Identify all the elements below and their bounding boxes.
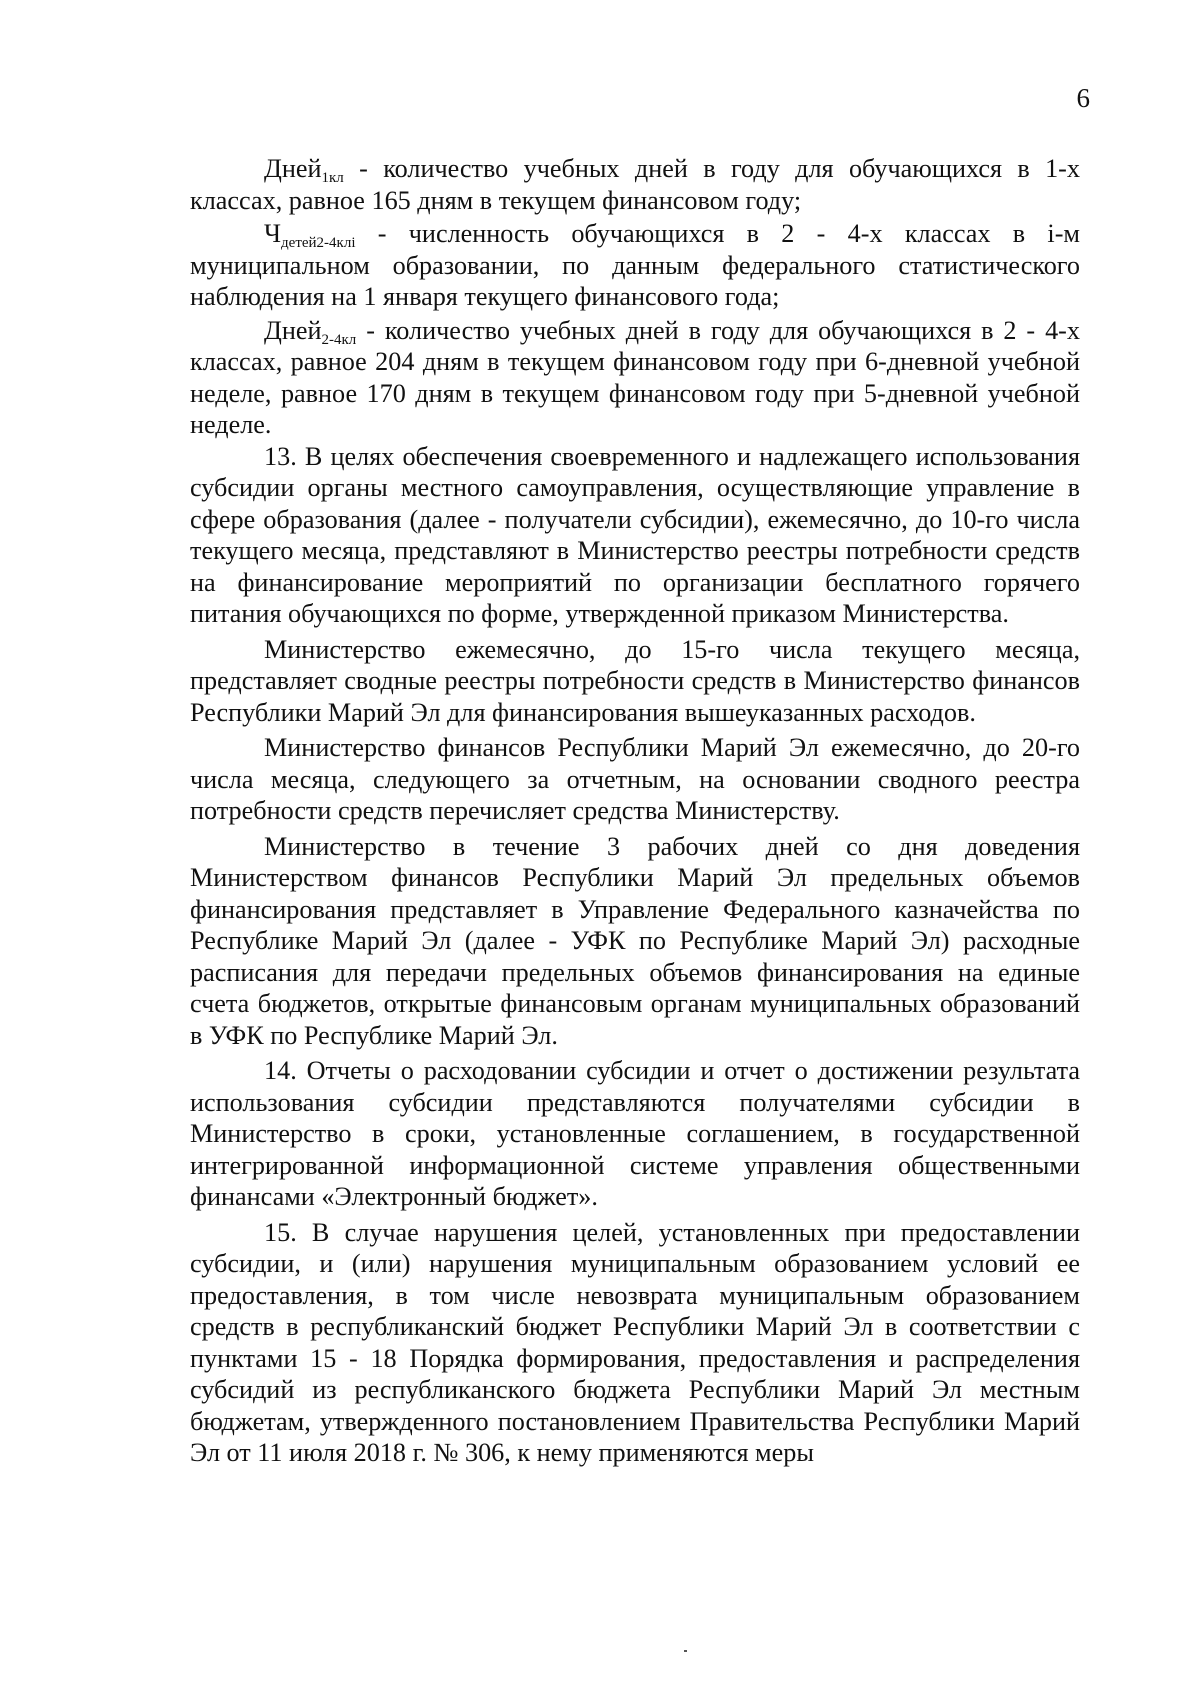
paragraph-item-14: 14. Отчеты о расходовании субсидии и отчет о достижении результата использования субсидии представляются получателями субсидии в Министерство в сроки, установленные соглашением, в государственной интегрированной информационной системе управления общественными финансами «Электронный бюджет». [190,1056,1080,1211]
variable-subscript: детей2-4клi [281,235,356,251]
paragraph-text: - количество учебных дней в году для обучающихся в 2 - 4-х классах, равное 204 дням в текущем финансовом году при 6-дневной учебной неделе, равное 170 дням в текущем финансовом году при 5-дневной учебной неделе. [190,315,1080,439]
variable-name: Ч [264,219,282,248]
variable-name: Дней [264,315,322,345]
paragraph-item-13: 13. В целях обеспечения своевременного и надлежащего использования субсидии органы местного самоуправления, осуществляющие управление в сфере образования (далее - получатели субсидии), ежемесячно, до 10-го числа текущего месяца, представляют в Министерство реестры потребности средств на финансирование мероприятий по организации бесплатного горячего питания обучающихся по форме, утвержденной приказом Министерства. [190,441,1080,628]
paragraph-days-2-4-grade [190,315,1080,441]
paragraph-text: - численность обучающихся в 2 - 4-х классах в i-м муниципальном образовании, по данным федерального статистического наблюдения на 1 января текущего финансового года; [190,219,1080,311]
paragraph-days-1st-grade [190,153,1080,216]
variable-subscript: 1кл [321,170,344,186]
variable-subscript: 2-4кл [321,331,357,348]
paragraph-pupils-2-4-grade [190,218,1080,313]
variable-name: Дней [264,154,322,183]
paragraph-ministry-registers: Министерство ежемесячно, до 15-го числа текущего месяца, представляет сводные реестры потребности средств в Министерство финансов Республики Марий Эл для финансирования вышеуказанных расходов. [190,634,1080,727]
document-body [190,153,1080,1469]
paragraph-ministry-schedules: Министерство в течение 3 рабочих дней со дня доведения Министерством финансов Республики Марий Эл предельных объемов финансирования представляет в Управление Федерального казначейства по Республике Марий Эл (далее - УФК по Республике Марий Эл) расходные расписания для передачи предельных объемов финансирования на единые счета бюджетов, открытые финансовым органам муниципальных образований в УФК по Республике Марий Эл. [190,831,1080,1050]
paragraph-item-15: 15. В случае нарушения целей, установленных при предоставлении субсидии, и (или) нарушения муниципальным образованием условий ее предоставления, в том числе невозврата муниципальным образованием средств в республиканский бюджет Республики Марий Эл в соответствии с пунктами 15 - 18 Порядка формирования, предоставления и распределения субсидий из республиканского бюджета Республики Марий Эл местным бюджетам, утвержденного постановлением Правительства Республики Марий Эл от 11 июля 2018 г. № 306, к нему применяются меры [190,1217,1080,1467]
paragraph-text: - количество учебных дней в году для обучающихся в 1-х классах, равное 165 дням в текущем финансовом году; [190,154,1080,215]
paragraph-ministry-finance: Министерство финансов Республики Марий Эл ежемесячно, до 20-го числа месяца, следующего за отчетным, на основании сводного реестра потребности средств перечисляет средства Министерству. [190,733,1080,825]
page-number: 6 [1076,83,1090,113]
scan-dot [684,1650,687,1652]
